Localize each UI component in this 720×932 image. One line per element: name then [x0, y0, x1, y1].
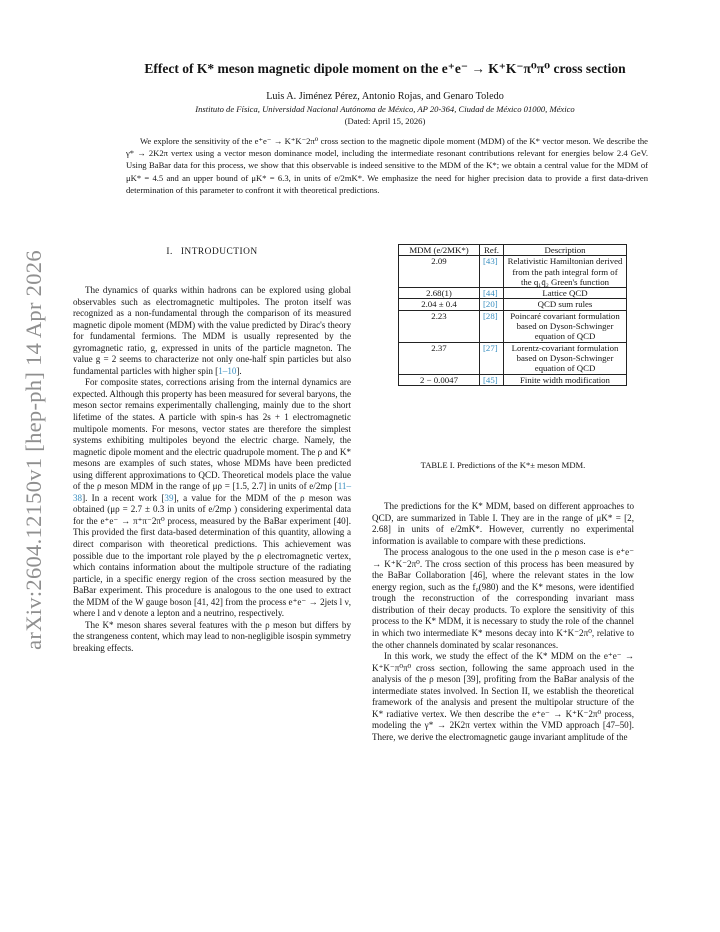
description: Finite width modification — [504, 374, 627, 385]
mdm-value: 2.23 — [399, 310, 480, 342]
author-list: Luis A. Jiménez Pérez, Antonio Rojas, and Genaro Toledo — [266, 91, 504, 102]
arxiv-side-stamp — [14, 250, 54, 650]
paragraph: The process analogous to the one used in the ρ meson case is e⁺e⁻ → K⁺K⁻2π⁰. The cross section of this process has been measured by the BaBar Collaboration [46], where the relevant states in the low energy region, such as the f₀(980) and the K* mesons, were identified trough the reconstruction of the corresponding invariant mass distribution of their decay products. To explore the sensitivity of this process to the K* MDM, it is necessary to study the role of the channel in which two intermediate K* mesons decay into K⁺K⁻2π⁰, relative to the other channels dominated by scalar resonances. — [372, 547, 634, 650]
arxiv-identifier: arXiv:2604.12150v1 [hep-ph] 14 Apr 2026 — [21, 250, 46, 650]
paragraph — [73, 285, 351, 377]
mdm-value: 2 − 0.0047 — [399, 374, 480, 385]
mdm-predictions-table — [398, 244, 627, 386]
right-column — [372, 501, 634, 743]
table-row — [399, 310, 627, 342]
column-header: Ref. — [480, 245, 504, 256]
table-caption: TABLE I. Predictions of the K*± meson MDM. — [420, 460, 586, 470]
description: Poincaré covariant formulation based on Dyson-Schwinger equation of QCD — [504, 310, 627, 342]
reference-link[interactable]: [20] — [480, 299, 504, 310]
column-header: MDM (e/2MK*) — [399, 245, 480, 256]
abstract: We explore the sensitivity of the e⁺e⁻ → K⁺K⁻2π⁰ cross section to the magnetic dipole moment (MDM) of the K* vector meson. We describe the γ* → 2K2π vertex using a vector meson dominance model, including the intermediate resonant contributions relevant for energies below 2.4 GeV. Using BaBar data for this process, we show that this observable is indeed sensitive to the MDM of the K*; we obtain a central value for the MDM of μK* = 4.5 and an upper bound of μK* = 6.3, in units of e/2mK*. We emphasize the need for higher precision data to provide a first data-driven determination of this parameter to confront it with theoretical predictions. — [126, 136, 648, 195]
paragraph — [73, 377, 351, 619]
paragraph: The predictions for the K* MDM, based on different approaches to QCD, are summarized in Table I. They are in the range of μK* = [2, 2.68] in units of e/2mK*. However, currently no experimental information is available to compare with these predictions. — [372, 501, 634, 546]
paper-title: Effect of K* meson magnetic dipole moment on the e⁺e⁻ → K⁺K⁻π⁰π⁰ cross section — [144, 61, 626, 76]
date-line: (Dated: April 15, 2026) — [344, 116, 426, 126]
mdm-value: 2.68(1) — [399, 288, 480, 299]
paragraph-text: ]. In a recent work [ — [82, 492, 165, 503]
affiliation: Instituto de Física, Universidad Nacional Autónoma de México, AP 20-364, Ciudad de México 01000, México — [195, 104, 575, 114]
table-row — [399, 288, 627, 299]
table-header-row — [399, 245, 627, 256]
reference-link[interactable]: [27] — [480, 342, 504, 374]
column-header: Description — [504, 245, 627, 256]
reference-link[interactable]: [28] — [480, 310, 504, 342]
citation-link[interactable]: 39 — [164, 492, 174, 503]
paragraph: The K* meson shares several features with the ρ meson but differs by the strangeness content, which may lead to non-negligible isospin symmetry breaking effects. — [73, 619, 351, 653]
paragraph: In this work, we study the effect of the K* MDM on the e⁺e⁻ → K⁺K⁻π⁰π⁰ cross section, following the same approach used in the analysis of the ρ meson [39], profiting from the BaBar analysis of the intermediate states involved. In Section II, we establish the theoretical framework of the analysis and present the multipolar structure of the K* radiative vertex. We then describe the e⁺e⁻ → K⁺K⁻2π⁰ process, modeling the γ* → 2K2π vertex within the VMD approach [47–50]. There, we derive the electromagnetic gauge invariant amplitude of the — [372, 651, 634, 742]
table-row — [399, 256, 627, 288]
mdm-value: 2.04 ± 0.4 — [399, 299, 480, 310]
paragraph-text: ]. — [236, 365, 242, 376]
citation-link[interactable]: 11–38 — [73, 481, 351, 503]
table-row — [399, 342, 627, 374]
reference-link[interactable]: [45] — [480, 374, 504, 385]
mdm-value: 2.09 — [399, 256, 480, 288]
paragraph-text: ], a value for the MDM of the ρ meson was obtained (μρ = 2.7 ± 0.3 in units of e/2mρ ) considering experimental data for the e⁺e⁻ → π⁺π⁻2π⁰ process, measured by the BaBar experiment [40]. This provided the first data-based determination of this quantity, allowing a direct comparison with theoretical predictions. This achievement was possible due to the important role played by the ρ electromagnetic vertex, which contains information about the multipole structure of the radiating particle, in a specific energy region of the cross section measured by the BaBar experiment. This procedure is analogous to the one used to extract the MDM of the W gauge boson [41, 42] from the process e⁺e⁻ → 2jets l ν, where l and ν denote a lepton and a neutrino, respectively. — [73, 492, 351, 619]
left-column — [73, 285, 351, 655]
reference-link[interactable]: [43] — [480, 256, 504, 288]
description: Relativistic Hamiltonian derived from the path integral form of the q₁q̄₂ Green's function — [504, 256, 627, 288]
reference-link[interactable]: [44] — [480, 288, 504, 299]
section-title: INTRODUCTION — [180, 247, 258, 257]
paragraph-text: The dynamics of quarks within hadrons can be explored using global observables such as electromagnetic multipoles. The proton itself was recognized as a non-fundamental through the comparison of its measured magnetic dipole moment (MDM) with the value predicted by Dirac's theory for fundamental fermions. The MDM is usually represented by the gyromagnetic ratio, g, expressed in units of the particle magneton. The value g = 2 seems to characterize not only one-half spin particles but also fundamental particles with higher spin [ — [73, 285, 351, 376]
section-heading — [73, 247, 351, 257]
table-row — [399, 299, 627, 310]
description: Lorentz-covariant formulation based on Dyson-Schwinger equation of QCD — [504, 342, 627, 374]
paragraph-text: For composite states, corrections arising from the internal dynamics are expected. Although this property has been measured for several baryons, the meson sector remains experimentally challenging, mainly due to the short lifetime of the states. A particle with spin-s has 2s + 1 electromagnetic multipole moments. For mesons, vector states are therefore the simplest systems exhibiting multipoles beyond the electric charge. Namely, the magnetic dipole moment and the electric quadrupole moment. The ρ and K* mesons are examples of such states, whose MDMs have been predicted using different approximations to QCD. Theoretical models place the value of the ρ meson MDM in the range of μρ = [1.5, 2.7] in units of e/2mρ [ — [73, 377, 351, 492]
description: QCD sum rules — [504, 299, 627, 310]
citation-link[interactable]: 1–10 — [218, 365, 237, 376]
description: Lattice QCD — [504, 288, 627, 299]
mdm-value: 2.37 — [399, 342, 480, 374]
table-row — [399, 374, 627, 385]
section-number: I. — [166, 247, 173, 257]
